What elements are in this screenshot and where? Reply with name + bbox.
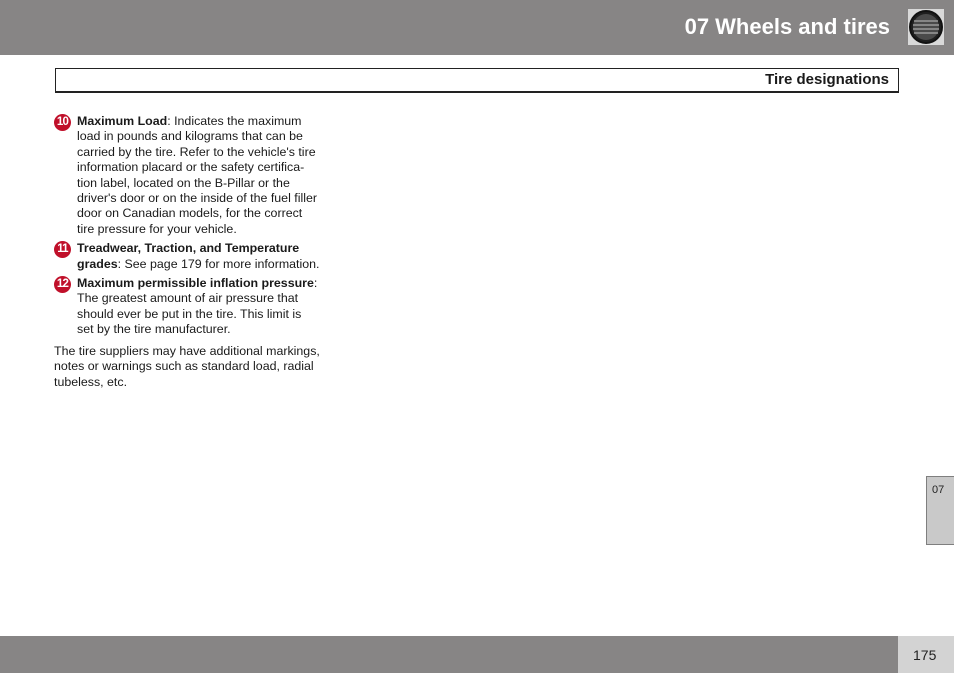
- item-description: : Indicates the maximum load in pounds and kilograms that can be carried by the tire. Refer to the vehicle's tire information placard or the safety certification label, located on the B-Pillar or the driver's door or on the inside of the fuel filler door on Canadian models, for the correct tire pressure for your vehicle.: [77, 114, 317, 236]
- page-number: 175: [913, 647, 937, 663]
- chapter-title: 07 Wheels and tires: [684, 14, 890, 39]
- page-footer: [0, 636, 898, 673]
- callout-number-badge: 10: [54, 114, 71, 131]
- list-item: [54, 276, 320, 338]
- list-item: [54, 241, 320, 272]
- page-number-box: [898, 636, 954, 673]
- chapter-tab-label: 07: [932, 484, 945, 496]
- callout-number-badge: 12: [54, 276, 71, 293]
- item-text: [77, 241, 320, 272]
- main-content: [54, 114, 320, 390]
- tire-icon: [908, 9, 944, 45]
- item-term: Treadwear, Traction, and Temperature grades: [77, 241, 300, 271]
- chapter-header: [0, 0, 954, 55]
- section-heading-bar: [55, 68, 899, 93]
- item-text: [77, 114, 320, 237]
- item-description: : The greatest amount of air pressure that should ever be put in the tire. This limit is set by the tire manufacturer.: [77, 276, 318, 337]
- closing-paragraph: The tire suppliers may have additional markings, notes or warnings such as standard load, radial tubeless, etc.: [54, 343, 320, 389]
- list-item: [54, 114, 320, 237]
- item-text: [77, 276, 320, 338]
- item-description: : See page 179 for more information.: [117, 256, 320, 271]
- item-term: Maximum permissible inflation pressure: [77, 276, 314, 291]
- item-term: Maximum Load: [77, 114, 168, 128]
- section-title: Tire designations: [765, 71, 889, 88]
- callout-number-badge: 11: [54, 241, 71, 258]
- chapter-side-tab[interactable]: [926, 476, 954, 545]
